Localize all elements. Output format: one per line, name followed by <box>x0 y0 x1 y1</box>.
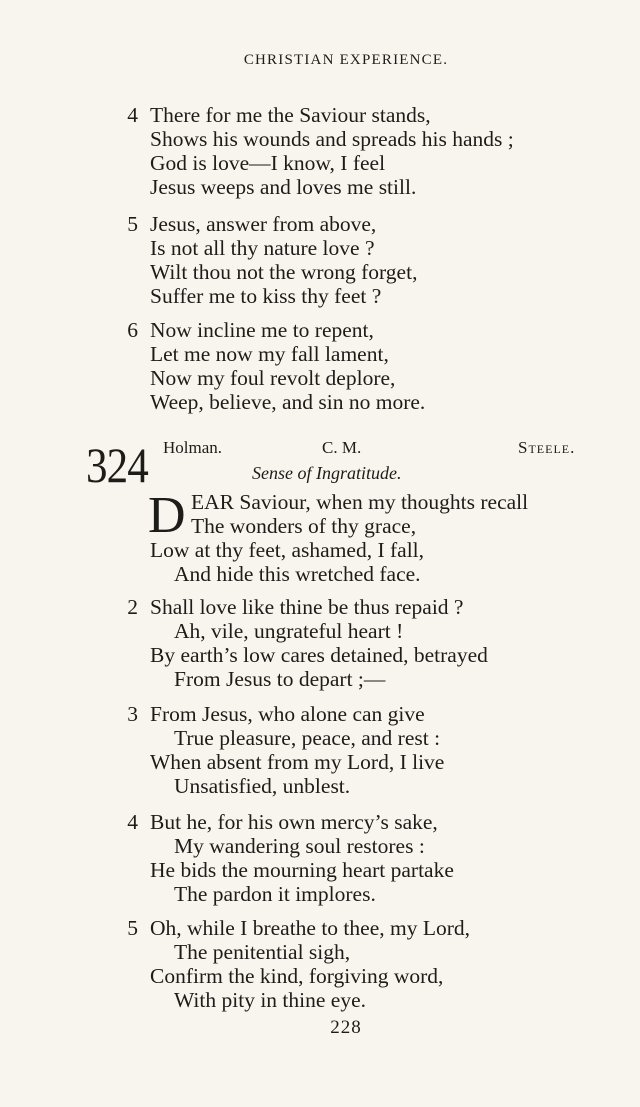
verse-line: But he, for his own mercy’s sake, <box>150 810 438 834</box>
verse-line: From Jesus to depart ;— <box>174 667 386 691</box>
meter: C. M. <box>322 438 362 457</box>
verse-line: Jesus weeps and loves me still. <box>150 175 417 199</box>
verse-line: Suffer me to kiss thy feet ? <box>150 284 382 308</box>
verse-line: By earth’s low cares detained, betrayed <box>150 643 488 667</box>
stanza-number: 4 <box>127 103 138 127</box>
verse-line: God is love—I know, I feel <box>150 151 386 175</box>
stanza-number: 4 <box>127 810 138 834</box>
verse-line: Let me now my fall lament, <box>150 342 389 366</box>
drop-cap: D <box>148 487 186 544</box>
hymn-subtitle: Sense of Ingratitude. <box>252 463 402 483</box>
verse-line: Weep, believe, and sin no more. <box>150 390 426 414</box>
verse-line: There for me the Saviour stands, <box>150 103 431 127</box>
verse-line: Jesus, answer from above, <box>150 212 377 236</box>
verse-line: Low at thy feet, ashamed, I fall, <box>150 538 425 562</box>
verse-line: From Jesus, who alone can give <box>150 702 425 726</box>
verse-line: Wilt thou not the wrong forget, <box>150 260 418 284</box>
verse-line: EAR Saviour, when my thoughts recall <box>191 490 529 514</box>
verse-line: The penitential sigh, <box>174 940 351 964</box>
running-head: CHRISTIAN EXPERIENCE. <box>243 52 449 68</box>
verse-line: Confirm the kind, forgiving word, <box>150 964 444 988</box>
verse-line: Shows his wounds and spreads his hands ; <box>150 127 514 151</box>
stanza-number: 6 <box>127 318 138 342</box>
author: Steele. <box>518 438 576 457</box>
verse-line: Unsatisfied, unblest. <box>174 774 351 798</box>
tune-name: Holman. <box>163 438 223 457</box>
verse-line: With pity in thine eye. <box>174 988 366 1012</box>
verse-line: The pardon it implores. <box>174 882 376 906</box>
page-number: 228 <box>330 1017 362 1038</box>
stanza-number: 3 <box>127 702 138 726</box>
stanza-number: 5 <box>127 212 138 236</box>
verse-line: When absent from my Lord, I live <box>150 750 445 774</box>
verse-line: Oh, while I breathe to thee, my Lord, <box>150 916 471 940</box>
stanza-number: 2 <box>127 595 138 619</box>
verse-line: My wandering soul restores : <box>174 834 425 858</box>
verse-line: Is not all thy nature love ? <box>150 236 375 260</box>
verse-line: He bids the mourning heart partake <box>150 858 454 882</box>
verse-line: Shall love like thine be thus repaid ? <box>150 595 464 619</box>
stanza-number: 5 <box>127 916 138 940</box>
verse-line: Ah, vile, ungrateful heart ! <box>174 619 404 643</box>
verse-line: Now incline me to repent, <box>150 318 374 342</box>
verse-line: Now my foul revolt deplore, <box>150 366 396 390</box>
verse-line: The wonders of thy grace, <box>191 514 417 538</box>
verse-line: And hide this wretched face. <box>174 562 421 586</box>
hymn-number: 324 <box>86 437 148 493</box>
verse-line: True pleasure, peace, and rest : <box>174 726 441 750</box>
